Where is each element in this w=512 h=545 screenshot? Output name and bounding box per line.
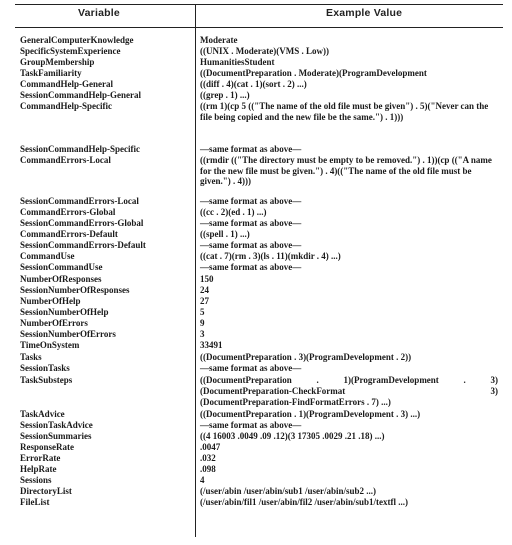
- table-row-value: (DocumentPreparation-FindFormatErrors . 7) ...): [200, 397, 391, 407]
- table-row-value: —same format as above—: [200, 420, 302, 430]
- variable-column-header: Variable: [78, 7, 120, 19]
- column-divider: [195, 4, 196, 537]
- table-row-variable: NumberOfResponses: [20, 274, 102, 284]
- table-row-variable: TimeOnSystem: [20, 340, 80, 350]
- table-row-variable: NumberOfErrors: [20, 318, 88, 328]
- table-row-variable: Sessions: [20, 475, 52, 485]
- table-row-variable: ErrorRate: [20, 453, 61, 463]
- table-row-value: .032: [200, 453, 216, 463]
- table-row-value: ((4 16003 .0049 .09 .12)(3 17305 .0029 .21 .18) ...): [200, 431, 385, 441]
- table-row-value: HumanitiesStudent: [200, 57, 275, 67]
- table-row-value: —same format as above—: [200, 262, 302, 272]
- header-rule: [15, 27, 503, 28]
- table-row-value: (/user/abin/fil1 /user/abin/fil2 /user/abin/sub1/textfl ...): [200, 497, 409, 507]
- table-row-variable: TaskSubsteps: [20, 375, 73, 385]
- table-row-value: ((DocumentPreparation . 1)(ProgramDevelopment . 3): [200, 375, 498, 385]
- table-row-value: 9: [200, 318, 205, 328]
- table-row-variable: CommandHelp-Specific: [20, 101, 112, 111]
- table-row-value: .0047: [200, 442, 221, 452]
- table-row-variable: GroupMembership: [20, 57, 95, 67]
- table-row-value: —same format as above—: [200, 196, 302, 206]
- table-row-variable: TaskAdvice: [20, 409, 65, 419]
- table-row-value: 5: [200, 307, 205, 317]
- table-row-value: ((DocumentPreparation . Moderate)(ProgramDevelopment: [200, 68, 427, 78]
- table-row-variable: CommandHelp-General: [20, 79, 113, 89]
- table-row-value: ((grep . 1) ...): [200, 90, 250, 100]
- table-row-value: ((rmdir (("The directory must be empty to be removed.") . 1))(cp (("A name for the new file must be given.") . 4)(("The name of the old file must be given.") . 4))): [200, 155, 492, 186]
- table-row-value: 27: [200, 296, 209, 306]
- table-row-variable: SessionCommandHelp-General: [20, 90, 142, 100]
- table-row-variable: SessionCommandErrors-Default: [20, 240, 146, 250]
- table-row-variable: HelpRate: [20, 464, 57, 474]
- table-row-variable: NumberOfHelp: [20, 296, 81, 306]
- table-row-variable: SessionNumberOfResponses: [20, 285, 130, 295]
- table-row-value: ((rm 1)(cp 5 (("The name of the old file must be given") . 5)("Never can the file being copied and the new file be the same.") . 1))): [200, 101, 489, 122]
- table-row-variable: FileList: [20, 497, 50, 507]
- table-row-variable: CommandErrors-Global: [20, 207, 116, 217]
- table-row-value: 3: [200, 329, 205, 339]
- table-row-variable: SpecificSystemExperience: [20, 46, 121, 56]
- table-row-value: (DocumentPreparation-CheckFormat 3): [200, 386, 498, 396]
- table-row-value: —same format as above—: [200, 240, 302, 250]
- table-row-variable: CommandErrors-Local: [20, 155, 111, 165]
- table-row-value: ((DocumentPreparation . 1)(ProgramDevelopment . 3) ...): [200, 409, 421, 419]
- table-row-value: 33491: [200, 340, 223, 350]
- table-row-value: ((spell . 1) ...): [200, 229, 250, 239]
- table-top-rule: [15, 4, 503, 5]
- table-row-value: —same format as above—: [200, 218, 302, 228]
- table-row-variable: GeneralComputerKnowledge: [20, 35, 134, 45]
- table-row-variable: SessionCommandErrors-Local: [20, 196, 139, 206]
- table-row-value: Moderate: [200, 35, 238, 45]
- table-row-variable: SessionCommandHelp-Specific: [20, 144, 141, 154]
- table-row-variable: SessionTaskAdvice: [20, 420, 93, 430]
- table-row-value: ((diff . 4)(cat . 1)(sort . 2) ...): [200, 79, 307, 89]
- table-row-value: .098: [200, 464, 216, 474]
- table-row-value: ((cc . 2)(ed . 1) ...): [200, 207, 267, 217]
- table-row-variable: CommandErrors-Default: [20, 229, 118, 239]
- table-row-variable: SessionSummaries: [20, 431, 92, 441]
- table-row-value: ((DocumentPreparation . 3)(ProgramDevelopment . 2)): [200, 352, 412, 362]
- table-row-variable: CommandUse: [20, 251, 75, 261]
- table-row-variable: Tasks: [20, 352, 42, 362]
- table-row-value: 150: [200, 274, 214, 284]
- table-row-value: ((cat . 7)(rm . 3)(ls . 11)(mkdir . 4) ...): [200, 251, 341, 261]
- table-row-variable: SessionNumberOfHelp: [20, 307, 109, 317]
- table-row-variable: SessionTasks: [20, 363, 70, 373]
- value-column-header: Example Value: [326, 7, 403, 19]
- table-row-value: (/user/abin /user/abin/sub1 /user/abin/sub2 ...): [200, 486, 377, 496]
- table-row-variable: SessionCommandErrors-Global: [20, 218, 144, 228]
- table-row-variable: TaskFamiliarity: [20, 68, 82, 78]
- table-row-variable: SessionCommandUse: [20, 262, 103, 272]
- table-row-value: —same format as above—: [200, 144, 302, 154]
- table-row-value: 4: [200, 475, 205, 485]
- table-row-variable: SessionNumberOfErrors: [20, 329, 116, 339]
- table-row-variable: ResponseRate: [20, 442, 74, 452]
- table-row-value: —same format as above—: [200, 363, 302, 373]
- table-row-value: 24: [200, 285, 209, 295]
- table-row-value: ((UNIX . Moderate)(VMS . Low)): [200, 46, 329, 56]
- table-row-variable: DirectoryList: [20, 486, 72, 496]
